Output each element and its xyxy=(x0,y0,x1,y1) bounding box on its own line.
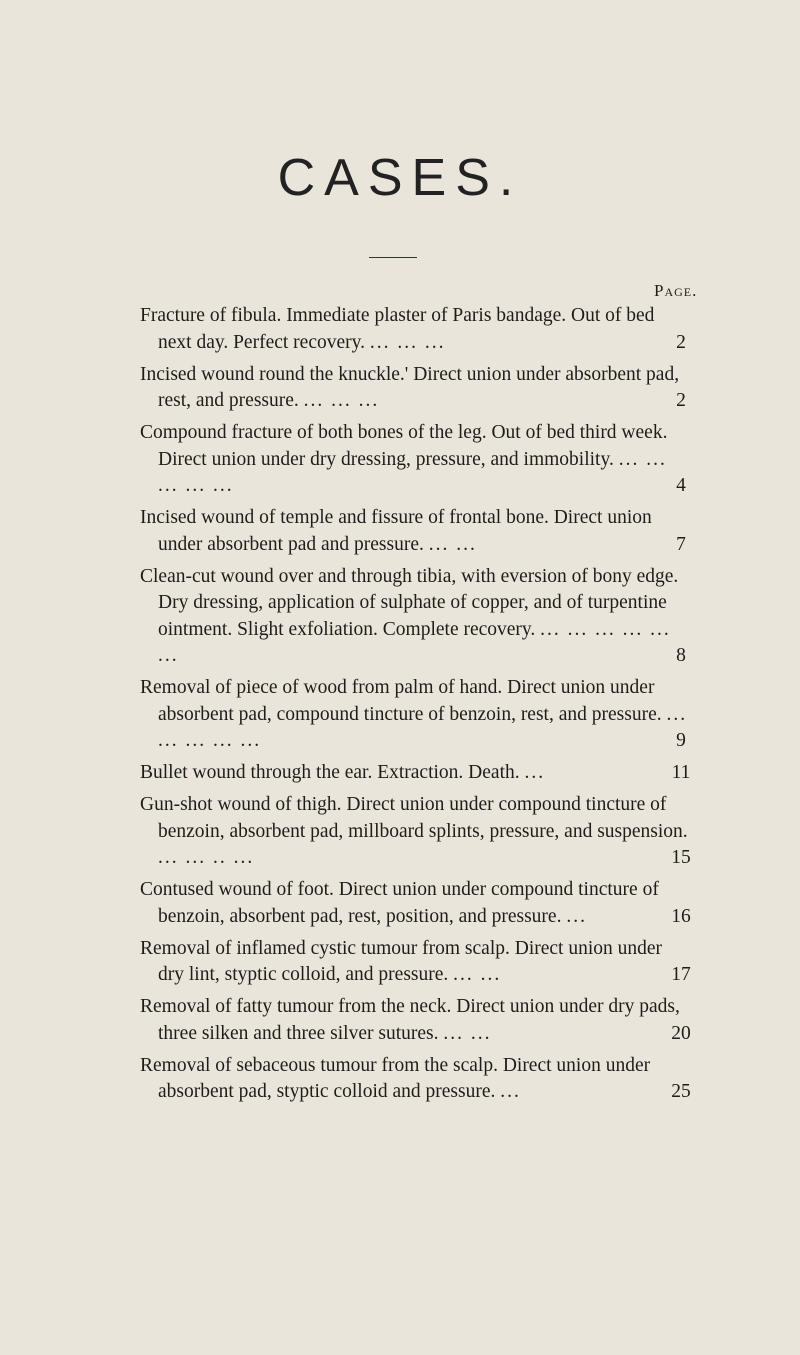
case-page-number: 2 xyxy=(676,331,686,353)
case-page-number: 7 xyxy=(676,533,686,555)
case-page-number: 8 xyxy=(676,645,686,666)
case-page-number: 9 xyxy=(676,730,686,751)
title-rule xyxy=(369,257,417,258)
case-description: Removal of sebaceous tumour from the scalp. Direct union under absorbent pad, styptic colloid and pressure. xyxy=(140,1054,651,1102)
case-description: Compound fracture of both bones of the leg. Out of bed third week. Direct union under dry dressing, pressure, and immobility. xyxy=(140,422,668,470)
case-description: Bullet wound through the ear. Extraction. Death. xyxy=(140,762,520,783)
case-entry xyxy=(140,675,688,755)
case-entry xyxy=(140,792,691,872)
case-entry xyxy=(140,564,688,670)
case-page-number: 2 xyxy=(676,390,686,411)
case-entry xyxy=(140,362,688,415)
case-page-number: 20 xyxy=(671,1022,691,1044)
case-page-number: 25 xyxy=(671,1081,691,1102)
case-page-number: 17 xyxy=(671,964,691,985)
case-entry xyxy=(140,877,691,930)
dot-leader: ... xyxy=(566,905,587,927)
case-description: Removal of piece of wood from palm of hand. Direct union under absorbent pad, compound tincture of benzoin, rest, and pressure. xyxy=(140,677,662,725)
dot-leader: ... xyxy=(500,1081,521,1102)
dot-leader: ... ... xyxy=(428,533,477,555)
case-entry xyxy=(140,1053,691,1106)
case-page-number: 16 xyxy=(671,905,691,927)
dot-leader: ... ... .. ... xyxy=(158,847,255,868)
case-description: Incised wound of temple and fissure of frontal bone. Direct union under absorbent pad and pressure. xyxy=(140,507,652,555)
dot-leader: ... ... ... xyxy=(303,390,380,411)
case-entry xyxy=(140,936,691,989)
case-description: Removal of inflamed cystic tumour from scalp. Direct union under dry lint, styptic colloid, and pressure. xyxy=(140,937,663,985)
dot-leader: ... ... xyxy=(453,964,502,985)
case-description: Fracture of fibula. Immediate plaster of Paris bandage. Out of bed next day. Perfect recovery. xyxy=(140,305,655,353)
case-entry xyxy=(140,760,691,787)
case-page-number: 4 xyxy=(676,475,686,496)
cases-list xyxy=(140,303,691,1111)
case-description: Gun-shot wound of thigh. Direct union under compound tincture of benzoin, absorbent pad, millboard splints, pressure, and suspension. xyxy=(140,794,688,842)
case-entry xyxy=(140,994,691,1047)
case-page-number: 11 xyxy=(671,762,691,783)
dot-leader: ... xyxy=(524,762,546,783)
case-page-number: 15 xyxy=(671,847,691,868)
case-description: Removal of fatty tumour from the neck. Direct union under dry pads, three silken and three silver sutures. xyxy=(140,996,680,1044)
case-entry xyxy=(140,505,688,558)
case-description: Incised wound round the knuckle.' Direct union under absorbent pad, rest, and pressure. xyxy=(140,363,680,411)
case-entry xyxy=(140,303,688,356)
case-description: Clean-cut wound over and through tibia, with eversion of bony edge. Dry dressing, application of sulphate of copper, and of turpentine ointment. Slight exfoliation. Complete recovery. xyxy=(140,565,679,640)
dot-leader: ... ... ... ... ... xyxy=(158,448,667,496)
dot-leader: ... ... ... xyxy=(369,331,446,353)
page-title: CASES. xyxy=(277,149,523,207)
dot-leader: ... ... xyxy=(443,1022,492,1044)
dot-leader: ... ... ... ... ... xyxy=(158,703,688,751)
page-column-header: Page. xyxy=(654,281,698,300)
dot-leader: ... ... ... ... ... ... xyxy=(158,618,671,666)
case-description: Contused wound of foot. Direct union under compound tincture of benzoin, absorbent pad, rest, position, and pressure. xyxy=(140,879,659,927)
case-entry xyxy=(140,420,688,500)
